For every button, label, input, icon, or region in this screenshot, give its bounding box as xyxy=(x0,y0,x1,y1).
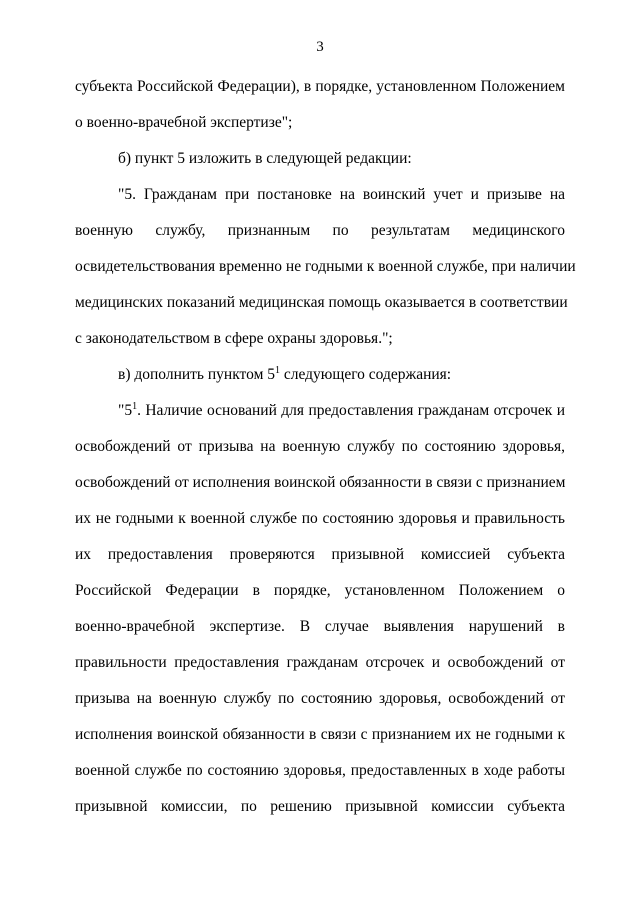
superscript: 1 xyxy=(132,401,138,412)
text-line: освидетельствования временно не годными к военной службе, при наличии xyxy=(75,258,576,275)
text-line: военной службе по состоянию здоровья, предоставленных в ходе работы xyxy=(75,762,565,779)
text-segment: "5 xyxy=(118,402,133,419)
text-line: субъекта Российской Федерации), в порядке, установленном Положением xyxy=(75,78,565,95)
text-line: медицинских показаний медицинская помощь оказывается в соответствии xyxy=(75,294,568,311)
text-line-with-superscript xyxy=(118,365,565,385)
text-line: правильности предоставления гражданам отсрочек и освобождений от xyxy=(75,654,565,671)
text-line: исполнения воинской обязанности в связи с признанием их не годными к xyxy=(75,726,565,743)
text-line: военную службу, признанным по результатам медицинского xyxy=(75,222,565,239)
text-segment: следующего содержания: xyxy=(280,366,452,383)
text-line: их не годными к военной службе по состоянию здоровья и правильность xyxy=(75,510,565,527)
superscript: 1 xyxy=(275,365,280,376)
text-line: о военно-врачебной экспертизе"; xyxy=(75,114,293,131)
text-line: освобождений от исполнения воинской обязанности в связи с признанием xyxy=(75,474,566,491)
page-number: 3 xyxy=(316,39,324,55)
text-segment: . Наличие оснований для предоставления гражданам отсрочек и xyxy=(137,402,565,419)
text-line: их предоставления проверяются призывной комиссией субъекта xyxy=(75,546,565,563)
text-line: освобождений от призыва на военную службу по состоянию здоровья, xyxy=(75,438,565,455)
text-line: Российской Федерации в порядке, установленном Положением о xyxy=(75,582,565,599)
text-line: "5. Гражданам при постановке на воинский учет и призыве на xyxy=(118,186,565,203)
text-line: военно-врачебной экспертизе. В случае выявления нарушений в xyxy=(75,618,565,635)
text-line: призывной комиссии, по решению призывной комиссии субъекта xyxy=(75,798,565,815)
text-line: б) пункт 5 изложить в следующей редакции: xyxy=(118,150,412,167)
text-line: призыва на военную службу по состоянию здоровья, освобождений от xyxy=(75,690,565,707)
text-line: с законодательством в сфере охраны здоровья."; xyxy=(75,330,393,347)
text-line-with-superscript xyxy=(118,401,565,421)
text-segment: в) дополнить пунктом 5 xyxy=(118,366,275,383)
